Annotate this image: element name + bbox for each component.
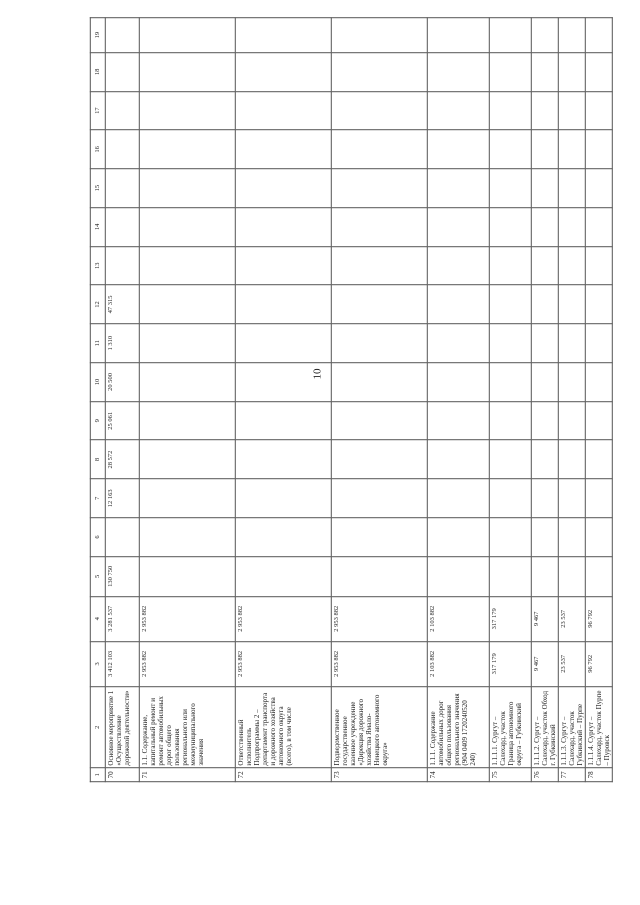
cell-col-15 <box>139 169 235 208</box>
table-row <box>427 18 489 782</box>
row-name: 1.1.1.4. Сургут – Салехард, участок Пурпе – Пуровск <box>586 686 613 768</box>
table-row <box>489 18 531 782</box>
cell-col-4: 96 792 <box>586 596 613 641</box>
cell-col-18 <box>331 52 427 91</box>
cell-col-9: 25 061 <box>105 401 139 440</box>
column-header-3: 3 <box>90 641 105 686</box>
column-header-8: 8 <box>90 440 105 479</box>
column-header-14: 14 <box>90 208 105 247</box>
cell-col-8 <box>586 440 613 479</box>
cell-col-11 <box>489 324 531 363</box>
cell-col-19 <box>331 18 427 53</box>
cell-col-9 <box>586 401 613 440</box>
row-name: Основное мероприятие 1 «Осуществление дорожной деятельности» <box>105 686 139 768</box>
row-number: 72 <box>235 768 331 782</box>
cell-col-4: 2 953 882 <box>331 596 427 641</box>
cell-col-16 <box>586 130 613 169</box>
cell-col-17 <box>331 91 427 130</box>
cell-col-7 <box>531 479 558 518</box>
cell-col-6 <box>489 518 531 557</box>
cell-col-17 <box>235 91 331 130</box>
cell-col-3: 2 103 882 <box>427 641 489 686</box>
cell-col-18 <box>427 52 489 91</box>
cell-col-16 <box>235 130 331 169</box>
cell-col-11 <box>331 324 427 363</box>
cell-col-14 <box>139 208 235 247</box>
cell-col-18 <box>531 52 558 91</box>
cell-col-15 <box>427 169 489 208</box>
cell-col-8 <box>489 440 531 479</box>
cell-col-15 <box>489 169 531 208</box>
cell-col-4: 2 953 882 <box>235 596 331 641</box>
cell-col-6 <box>331 518 427 557</box>
cell-col-14 <box>427 208 489 247</box>
cell-col-8 <box>331 440 427 479</box>
cell-col-7 <box>489 479 531 518</box>
row-name: 1.1. Содержание, капитальный ремонт и ремонт автомобильных дорог общего пользования регионального или межмуниципального значения <box>139 686 235 768</box>
cell-col-9 <box>331 401 427 440</box>
row-name: Ответственный исполнитель Подпрограммы 2 – департамент транспорта и дорожного хозяйства автономного округа (всего), в том числе <box>235 686 331 768</box>
cell-col-15 <box>558 169 585 208</box>
cell-col-5 <box>139 556 235 596</box>
column-header-19: 19 <box>90 18 105 53</box>
cell-col-15 <box>105 169 139 208</box>
cell-col-8: 28 572 <box>105 440 139 479</box>
cell-col-3: 2 953 882 <box>235 641 331 686</box>
cell-col-19 <box>558 18 585 53</box>
cell-col-13 <box>586 246 613 285</box>
cell-col-8 <box>139 440 235 479</box>
cell-col-10 <box>139 363 235 402</box>
table-row <box>331 18 427 782</box>
row-number: 75 <box>489 768 531 782</box>
cell-col-4: 3 281 537 <box>105 596 139 641</box>
cell-col-12 <box>558 285 585 324</box>
cell-col-5 <box>489 556 531 596</box>
row-number: 76 <box>531 768 558 782</box>
cell-col-3: 317 179 <box>489 641 531 686</box>
cell-col-19 <box>139 18 235 53</box>
cell-col-11 <box>531 324 558 363</box>
cell-col-19 <box>235 18 331 53</box>
cell-col-16 <box>427 130 489 169</box>
column-header-17: 17 <box>90 91 105 130</box>
cell-col-19 <box>586 18 613 53</box>
table-row <box>235 18 331 782</box>
cell-col-4: 23 537 <box>558 596 585 641</box>
cell-col-6 <box>235 518 331 557</box>
cell-col-3: 2 953 882 <box>331 641 427 686</box>
cell-col-9 <box>531 401 558 440</box>
cell-col-17 <box>139 91 235 130</box>
table-row <box>139 18 235 782</box>
cell-col-6 <box>427 518 489 557</box>
cell-col-11 <box>586 324 613 363</box>
cell-col-7 <box>331 479 427 518</box>
cell-col-11: 1 310 <box>105 324 139 363</box>
cell-col-17 <box>427 91 489 130</box>
row-number: 73 <box>331 768 427 782</box>
cell-col-5: 130 750 <box>105 556 139 596</box>
cell-col-5 <box>558 556 585 596</box>
cell-col-8 <box>558 440 585 479</box>
column-header-10: 10 <box>90 363 105 402</box>
column-header-1: 1 <box>90 768 105 782</box>
row-number: 78 <box>586 768 613 782</box>
cell-col-9 <box>558 401 585 440</box>
cell-col-5 <box>586 556 613 596</box>
column-header-4: 4 <box>90 596 105 641</box>
cell-col-7 <box>586 479 613 518</box>
page-number: 10 <box>311 368 324 380</box>
row-name: Подведомственное государственное казенное учреждение «Дирекция дорожного хозяйства Ямало-Ненецкого автономного округа» <box>331 686 427 768</box>
row-number: 71 <box>139 768 235 782</box>
table-row <box>586 18 613 782</box>
cell-col-12: 47 315 <box>105 285 139 324</box>
cell-col-14 <box>531 208 558 247</box>
cell-col-3: 96 792 <box>586 641 613 686</box>
column-header-5: 5 <box>90 556 105 596</box>
cell-col-10 <box>531 363 558 402</box>
cell-col-14 <box>489 208 531 247</box>
cell-col-5 <box>235 556 331 596</box>
cell-col-12 <box>139 285 235 324</box>
cell-col-12 <box>235 285 331 324</box>
cell-col-13 <box>427 246 489 285</box>
cell-col-17 <box>586 91 613 130</box>
cell-col-16 <box>331 130 427 169</box>
cell-col-6 <box>558 518 585 557</box>
cell-col-14 <box>331 208 427 247</box>
cell-col-7 <box>139 479 235 518</box>
cell-col-12 <box>531 285 558 324</box>
row-name: 1.1.1.1. Сургут – Салехард, участок Граница автономного округа – Губкинский <box>489 686 531 768</box>
cell-col-11 <box>558 324 585 363</box>
cell-col-6 <box>105 518 139 557</box>
cell-col-13 <box>531 246 558 285</box>
cell-col-18 <box>489 52 531 91</box>
cell-col-5 <box>427 556 489 596</box>
cell-col-18 <box>235 52 331 91</box>
cell-col-10 <box>331 363 427 402</box>
cell-col-9 <box>489 401 531 440</box>
cell-col-8 <box>427 440 489 479</box>
column-header-2: 2 <box>90 686 105 768</box>
cell-col-14 <box>235 208 331 247</box>
cell-col-11 <box>139 324 235 363</box>
cell-col-10 <box>427 363 489 402</box>
cell-col-7 <box>427 479 489 518</box>
cell-col-7 <box>235 479 331 518</box>
row-number: 77 <box>558 768 585 782</box>
cell-col-16 <box>531 130 558 169</box>
cell-col-10: 20 500 <box>105 363 139 402</box>
column-header-6: 6 <box>90 518 105 557</box>
cell-col-9 <box>427 401 489 440</box>
cell-col-14 <box>586 208 613 247</box>
column-header-9: 9 <box>90 401 105 440</box>
cell-col-12 <box>586 285 613 324</box>
cell-col-11 <box>235 324 331 363</box>
cell-col-14 <box>105 208 139 247</box>
cell-col-6 <box>586 518 613 557</box>
cell-col-6 <box>531 518 558 557</box>
cell-col-12 <box>427 285 489 324</box>
column-header-16: 16 <box>90 130 105 169</box>
table-row <box>558 18 585 782</box>
cell-col-10 <box>235 363 331 402</box>
cell-col-11 <box>427 324 489 363</box>
cell-col-17 <box>558 91 585 130</box>
cell-col-3: 9 467 <box>531 641 558 686</box>
cell-col-3: 2 953 882 <box>139 641 235 686</box>
column-header-11: 11 <box>90 324 105 363</box>
row-number: 70 <box>105 768 139 782</box>
cell-col-4: 2 953 882 <box>139 596 235 641</box>
cell-col-4: 9 467 <box>531 596 558 641</box>
cell-col-10 <box>489 363 531 402</box>
cell-col-12 <box>331 285 427 324</box>
cell-col-13 <box>558 246 585 285</box>
cell-col-16 <box>105 130 139 169</box>
cell-col-19 <box>105 18 139 53</box>
cell-col-18 <box>586 52 613 91</box>
cell-col-7 <box>558 479 585 518</box>
cell-col-19 <box>531 18 558 53</box>
cell-col-13 <box>105 246 139 285</box>
cell-col-18 <box>139 52 235 91</box>
row-number: 74 <box>427 768 489 782</box>
table-row <box>531 18 558 782</box>
cell-col-15 <box>235 169 331 208</box>
table-body <box>105 18 612 782</box>
cell-col-8 <box>531 440 558 479</box>
cell-col-19 <box>427 18 489 53</box>
cell-col-10 <box>586 363 613 402</box>
cell-col-5 <box>331 556 427 596</box>
cell-col-18 <box>558 52 585 91</box>
cell-col-3: 3 412 103 <box>105 641 139 686</box>
cell-col-14 <box>558 208 585 247</box>
row-name: 1.1.1.2. Сургут – Салехард, участок Обход г. Губкинский <box>531 686 558 768</box>
cell-col-4: 317 179 <box>489 596 531 641</box>
cell-col-9 <box>139 401 235 440</box>
cell-col-17 <box>489 91 531 130</box>
cell-col-13 <box>139 246 235 285</box>
cell-col-8 <box>235 440 331 479</box>
table-wrapper <box>94 7 612 779</box>
cell-col-12 <box>489 285 531 324</box>
cell-col-16 <box>139 130 235 169</box>
column-header-18: 18 <box>90 52 105 91</box>
row-name: 1.1.1.3. Сургут – Салехард, участок Губкинский – Пурпе <box>558 686 585 768</box>
cell-col-13 <box>489 246 531 285</box>
cell-col-17 <box>531 91 558 130</box>
cell-col-3: 23 537 <box>558 641 585 686</box>
cell-col-16 <box>558 130 585 169</box>
column-header-12: 12 <box>90 285 105 324</box>
cell-col-15 <box>331 169 427 208</box>
cell-col-9 <box>235 401 331 440</box>
cell-col-13 <box>235 246 331 285</box>
cell-col-5 <box>531 556 558 596</box>
cell-col-6 <box>139 518 235 557</box>
column-header-15: 15 <box>90 169 105 208</box>
cell-col-15 <box>586 169 613 208</box>
program-table <box>90 17 613 782</box>
cell-col-19 <box>489 18 531 53</box>
table-row <box>105 18 139 782</box>
column-header-7: 7 <box>90 479 105 518</box>
cell-col-10 <box>558 363 585 402</box>
cell-col-7: 12 163 <box>105 479 139 518</box>
column-header-13: 13 <box>90 246 105 285</box>
cell-col-16 <box>489 130 531 169</box>
row-name: 1.1.1. Содержание автомобильных дорог общего пользования регионального значения (904 0409 1720240520 240) <box>427 686 489 768</box>
cell-col-4: 2 103 882 <box>427 596 489 641</box>
table-header-row <box>90 18 105 782</box>
cell-col-17 <box>105 91 139 130</box>
cell-col-18 <box>105 52 139 91</box>
cell-col-15 <box>531 169 558 208</box>
cell-col-13 <box>331 246 427 285</box>
